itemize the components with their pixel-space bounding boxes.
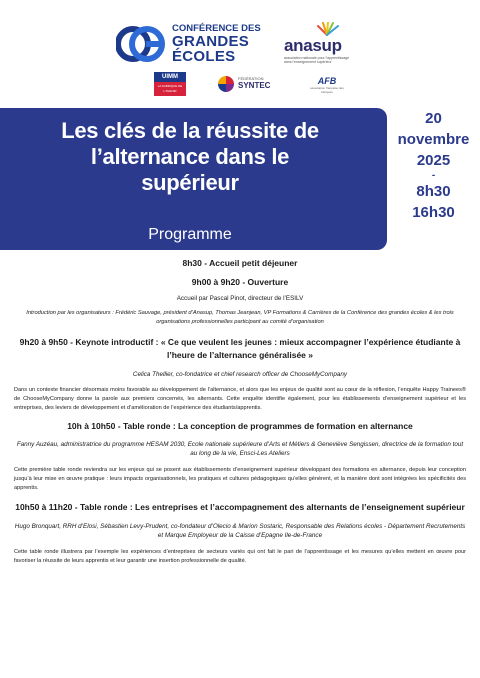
event-title-line: supérieur: [141, 170, 239, 195]
session-title: 9h00 à 9h20 - Ouverture: [191, 277, 289, 287]
cge-mark-icon: [116, 22, 166, 66]
date-day: 20: [425, 110, 442, 127]
cge-line1: CONFÉRENCE DES: [172, 23, 261, 35]
event-subtitle: Programme: [148, 226, 232, 243]
uimm-logo: [154, 72, 186, 96]
afb-logo: [305, 76, 349, 94]
session-speaker: Celica Thellier, co-fondatrice et chief research officer de ChooseMyCompany: [132, 371, 348, 378]
anasup-burst-icon: [314, 22, 340, 36]
syntec-circle-icon: [218, 76, 234, 92]
event-title-line: l’alternance dans le: [90, 144, 290, 169]
session-description: Dans un contexte financier désormais moins favorable au développement de l’alternance, et alors que les enjeux de qualité sont au cœur de la réflexion, l’enquête Happy Trainees® de ChooseMyCompany donne la parole aux premiers concernés, les alternants. Cette enquête identifie également, pour les établissements d’enseignement supérieur et les entreprises, des leviers de développement et d’amélioration de l’expérience des étudiants/apprentis.: [14, 387, 466, 411]
cge-line2: GRANDES: [172, 32, 250, 50]
event-title-line: Les clés de la réussite de: [61, 118, 319, 143]
event-date: [387, 108, 480, 250]
syntec-top: FÉDÉRATION: [238, 76, 264, 82]
session-intro: Introduction par les organisateurs : Frédéric Sauvage, président d’Anasup, Thomas Jeanjean, VP Formations & Carrières de la Conférence des grandes écoles & les trois organisations professionnelles participant au comité d’organisation: [26, 310, 454, 325]
session-speaker: Fanny Auzéau, administratrice du programme HESAM 2030, Ecole nationale supérieure d’Arts et Métiers & Geneviève Sengissen, directrice de la formation tout au long de la vie, Ensci-Les Ateliers: [16, 441, 464, 457]
session-description: Cette première table ronde reviendra sur les enjeux qui se posent aux établissements d’enseignement supérieur développant des formations en alternance, depuis leur conception jusqu’à leur mise en œuvre pratique : leurs impacts organisationnels, les pratiques et cultures pédagogiques qu’elles génèrent, et la manière dont sont intégrées les spécificités des apprentis.: [14, 467, 466, 491]
time-end: 16h30: [412, 204, 455, 221]
date-year: 2025: [416, 152, 451, 169]
afb-sub: association française des banques: [310, 86, 344, 94]
date-dash: -: [431, 170, 436, 181]
session-title: 10h à 10h50 - Table ronde : La conception de programmes de formation en alternance: [67, 421, 413, 431]
time-start: 8h30: [416, 183, 451, 200]
session-title: 8h30 - Accueil petit déjeuner: [182, 258, 298, 268]
anasup-logo: [284, 24, 364, 64]
session-description: Cette table ronde illustrera par l’exemple les expériences d’entreprises de secteurs variés qui ont fait le pari de l’apprentissage et les mesures qu’elles mettent en œuvre pour favoriser la réussite de leurs apprentis et leur garantir une insertion professionnelle de qualité.: [14, 549, 466, 564]
cge-line3: ÉCOLES: [172, 47, 236, 65]
partner-logos: [0, 0, 480, 104]
uimm-sub: LA FABRIQUE DE L'AVENIR: [154, 82, 186, 96]
program-list: [14, 258, 466, 566]
session-title: 9h20 à 9h50 - Keynote introductif : « Ce que veulent les jeunes : mieux accompagner l’expérience étudiante à l’heure de l’alternance généralisée »: [19, 337, 461, 360]
session-speaker: Hugo Bronquart, RRH d’Elosi, Sébastien Levy-Prudent, co-fondateur d’Olecio & Marion Sostaric, Responsable des Relations écoles - Département Recrutements et Marque Employeur de la Caisse d’Epagne Ile-de-France: [14, 523, 466, 539]
session-speaker: Accueil par Pascal Pinot, directeur de l’ESILV: [176, 295, 304, 302]
anasup-name: anasup: [284, 36, 342, 55]
syntec-name: SYNTEC: [238, 80, 271, 90]
cge-logo: [116, 22, 261, 66]
anasup-sub: association nationale pour l'apprentissage dans l'enseignement supérieur: [284, 56, 350, 65]
afb-name: AFB: [317, 76, 337, 86]
event-title: [0, 118, 380, 196]
session-title: 10h50 à 11h20 - Table ronde : Les entreprises et l’accompagnement des alternants de l’enseignement supérieur: [15, 502, 465, 512]
uimm-name: UIMM: [154, 72, 186, 82]
syntec-logo: [218, 76, 270, 92]
date-month: novembre: [397, 131, 470, 148]
title-banner: [0, 108, 387, 250]
